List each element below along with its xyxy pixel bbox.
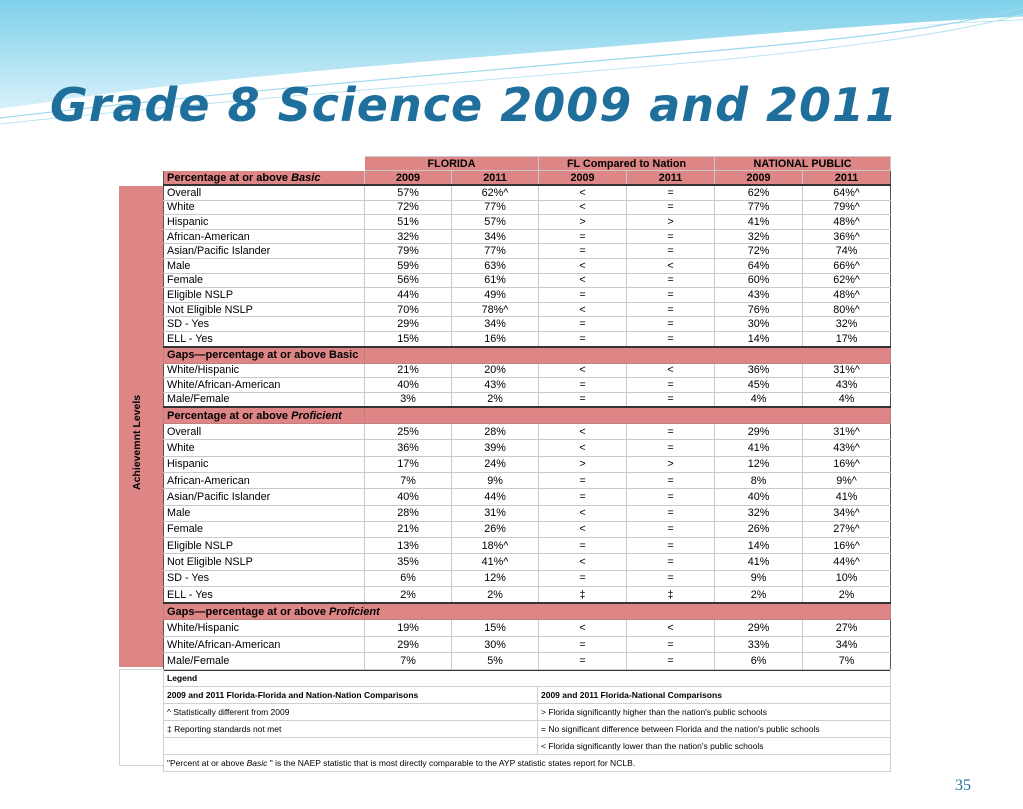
table-cell: 51%	[365, 215, 452, 230]
table-row	[164, 505, 891, 521]
table-row	[164, 538, 891, 554]
table-cell: 34%	[803, 636, 891, 653]
legend-lower: < Florida significantly lower than the nation's public schools	[538, 738, 891, 755]
table-cell: <	[539, 258, 627, 273]
table-cell: 7%	[365, 653, 452, 670]
table-cell: =	[539, 472, 627, 488]
table-cell: 9%	[452, 472, 539, 488]
table-cell: 74%	[803, 244, 891, 259]
table-cell: =	[627, 331, 715, 346]
table-row	[164, 440, 891, 456]
table-cell: 21%	[365, 363, 452, 378]
table-cell: ‡	[539, 587, 627, 604]
row-label: Male/Female	[164, 653, 365, 670]
table-row	[164, 200, 891, 215]
table-cell: 78%^	[452, 302, 539, 317]
table-cell: 2%	[452, 587, 539, 604]
row-label: Hispanic	[164, 456, 365, 472]
legend-left-heading: 2009 and 2011 Florida-Florida and Nation-Nation Comparisons	[164, 687, 538, 704]
table-cell: <	[627, 363, 715, 378]
table-row	[164, 587, 891, 604]
slide-title: Grade 8 Science 2009 and 2011	[50, 78, 899, 132]
table-cell: 43%	[715, 288, 803, 303]
table-cell: 64%^	[803, 185, 891, 200]
table-cell: 32%	[365, 229, 452, 244]
table-cell: 8%	[715, 472, 803, 488]
table-row	[164, 215, 891, 230]
table-cell: 64%	[715, 258, 803, 273]
table-cell: 4%	[715, 392, 803, 407]
table-cell: 40%	[715, 489, 803, 505]
table-cell: 43%^	[803, 440, 891, 456]
table-cell: <	[539, 185, 627, 200]
row-label: Hispanic	[164, 215, 365, 230]
table-cell: 25%	[365, 424, 452, 440]
row-label: Overall	[164, 424, 365, 440]
table-row	[164, 302, 891, 317]
table-cell: =	[627, 392, 715, 407]
table-cell: <	[539, 302, 627, 317]
table-cell: <	[539, 521, 627, 537]
table-cell: 2%	[715, 587, 803, 604]
row-label: Not Eligible NSLP	[164, 554, 365, 570]
table-row	[164, 331, 891, 346]
row-label: Female	[164, 521, 365, 537]
row-label: White/African-American	[164, 378, 365, 393]
header-year: 2009	[365, 171, 452, 186]
row-label: White	[164, 440, 365, 456]
table-cell: 28%	[452, 424, 539, 440]
table-cell: 76%	[715, 302, 803, 317]
table-cell: 57%	[452, 215, 539, 230]
table-cell: 9%^	[803, 472, 891, 488]
row-label: ELL - Yes	[164, 331, 365, 346]
table-row	[164, 317, 891, 332]
table-cell: 13%	[365, 538, 452, 554]
header-florida: FLORIDA	[365, 157, 539, 171]
table-cell: 31%^	[803, 424, 891, 440]
table-cell: =	[627, 521, 715, 537]
table-cell: =	[627, 440, 715, 456]
row-label: Eligible NSLP	[164, 538, 365, 554]
table-cell: =	[539, 636, 627, 653]
table-cell: 34%	[452, 317, 539, 332]
legend-higher: > Florida significantly higher than the nation's public schools	[538, 704, 891, 721]
row-label: African-American	[164, 229, 365, 244]
header-year: 2009	[539, 171, 627, 186]
row-label: Eligible NSLP	[164, 288, 365, 303]
table-cell: 59%	[365, 258, 452, 273]
table-cell: <	[627, 620, 715, 637]
table-cell: 7%	[803, 653, 891, 670]
table-cell: 2%	[803, 587, 891, 604]
table-cell: 41%	[715, 554, 803, 570]
table-cell: 35%	[365, 554, 452, 570]
table-row	[164, 392, 891, 407]
table-cell: 28%	[365, 505, 452, 521]
row-label: White/African-American	[164, 636, 365, 653]
table-row	[164, 620, 891, 637]
table-cell: 79%	[365, 244, 452, 259]
table-cell: =	[539, 331, 627, 346]
table-cell: 63%	[452, 258, 539, 273]
table-cell: 12%	[452, 570, 539, 586]
table-cell: =	[539, 378, 627, 393]
slide-number: 35	[955, 777, 971, 794]
legend-no-difference: = No significant difference between Florida and the nation's public schools	[538, 721, 891, 738]
table-cell: =	[539, 392, 627, 407]
table-cell: 57%	[365, 185, 452, 200]
table-cell: 43%	[452, 378, 539, 393]
table-cell: 79%^	[803, 200, 891, 215]
table-cell: 43%	[803, 378, 891, 393]
table-cell: 20%	[452, 363, 539, 378]
table-cell: 15%	[365, 331, 452, 346]
table-cell: 66%^	[803, 258, 891, 273]
table-cell: =	[539, 538, 627, 554]
header-row-years	[164, 171, 891, 186]
table-row	[164, 472, 891, 488]
table-cell: >	[539, 215, 627, 230]
table-row	[164, 521, 891, 537]
table-cell: =	[627, 244, 715, 259]
table-cell: 31%	[452, 505, 539, 521]
row-label: Male/Female	[164, 392, 365, 407]
header-year: 2009	[715, 171, 803, 186]
header-year: 2011	[452, 171, 539, 186]
table-cell: 6%	[715, 653, 803, 670]
table-cell: 72%	[365, 200, 452, 215]
table-cell: 40%	[365, 489, 452, 505]
table-cell: ‡	[627, 587, 715, 604]
table-cell: >	[539, 456, 627, 472]
table-row	[164, 363, 891, 378]
table-cell: =	[539, 229, 627, 244]
table-cell: <	[539, 554, 627, 570]
table-cell: 41%^	[452, 554, 539, 570]
table-cell: 27%^	[803, 521, 891, 537]
table-cell: 31%^	[803, 363, 891, 378]
table-cell: 48%^	[803, 288, 891, 303]
table-cell: 62%^	[452, 185, 539, 200]
row-label: SD - Yes	[164, 317, 365, 332]
table-cell: <	[539, 440, 627, 456]
table-cell: 5%	[452, 653, 539, 670]
table-cell: 44%	[365, 288, 452, 303]
table-row	[164, 273, 891, 288]
table-cell: 10%	[803, 570, 891, 586]
table-cell: =	[627, 200, 715, 215]
table-cell: 6%	[365, 570, 452, 586]
table-cell: =	[627, 489, 715, 505]
table-cell: 56%	[365, 273, 452, 288]
table-cell: 41%	[715, 215, 803, 230]
table-cell: 17%	[803, 331, 891, 346]
table-row	[164, 653, 891, 670]
table-cell: =	[539, 570, 627, 586]
table-cell: 77%	[452, 200, 539, 215]
table-cell: 72%	[715, 244, 803, 259]
legend-right-heading: 2009 and 2011 Florida-National Comparisons	[538, 687, 891, 704]
row-label: White	[164, 200, 365, 215]
table-cell: 9%	[715, 570, 803, 586]
table-cell: =	[539, 288, 627, 303]
table-cell: 36%^	[803, 229, 891, 244]
row-label: ELL - Yes	[164, 587, 365, 604]
header-year: 2011	[627, 171, 715, 186]
table-cell: 27%	[803, 620, 891, 637]
table-cell: =	[627, 229, 715, 244]
results-table	[163, 156, 891, 671]
table-cell: 26%	[452, 521, 539, 537]
row-label: Male	[164, 258, 365, 273]
header-row-groups	[164, 157, 891, 171]
legend-note-standards: ‡ Reporting standards not met	[164, 721, 538, 738]
table-row	[164, 288, 891, 303]
table-cell: 3%	[365, 392, 452, 407]
table-cell: 30%	[715, 317, 803, 332]
table-cell: 80%^	[803, 302, 891, 317]
table-cell: 32%	[803, 317, 891, 332]
table-cell: 26%	[715, 521, 803, 537]
table-cell: <	[539, 200, 627, 215]
table-cell: 30%	[452, 636, 539, 653]
table-cell: 40%	[365, 378, 452, 393]
table-row	[164, 424, 891, 440]
table-cell: 39%	[452, 440, 539, 456]
header-year: 2011	[803, 171, 891, 186]
table-cell: =	[627, 653, 715, 670]
table-cell: 44%^	[803, 554, 891, 570]
row-label: Asian/Pacific Islander	[164, 489, 365, 505]
row-label: Asian/Pacific Islander	[164, 244, 365, 259]
table-cell: 41%	[715, 440, 803, 456]
table-cell: =	[627, 570, 715, 586]
table-cell: 29%	[715, 424, 803, 440]
table-cell: <	[539, 505, 627, 521]
table-cell: 32%	[715, 505, 803, 521]
table-cell: 61%	[452, 273, 539, 288]
table-cell: 2%	[365, 587, 452, 604]
table-cell: =	[627, 288, 715, 303]
section-proficient: Percentage at or above Proficient	[164, 407, 891, 424]
table-cell: 44%	[452, 489, 539, 505]
table-row	[164, 636, 891, 653]
table-cell: =	[627, 378, 715, 393]
table-cell: 34%	[452, 229, 539, 244]
row-label: Male	[164, 505, 365, 521]
table-row	[164, 229, 891, 244]
table-cell: =	[539, 317, 627, 332]
table-cell: <	[539, 620, 627, 637]
table-row	[164, 456, 891, 472]
table-cell: 48%^	[803, 215, 891, 230]
table-cell: 33%	[715, 636, 803, 653]
legend-footer: "Percent at or above Basic " is the NAEP statistic that is most directly comparable to the AYP statistic states report for NCLB.	[164, 755, 891, 772]
table-cell: >	[627, 215, 715, 230]
table-row	[164, 570, 891, 586]
table-cell: 36%	[715, 363, 803, 378]
table-cell: 12%	[715, 456, 803, 472]
table-cell: >	[627, 456, 715, 472]
table-cell: =	[627, 185, 715, 200]
header-row-label: Percentage at or above Basic	[164, 171, 365, 186]
header-national-public: NATIONAL PUBLIC	[715, 157, 891, 171]
table-cell: =	[539, 244, 627, 259]
table-cell: =	[627, 636, 715, 653]
table-row	[164, 244, 891, 259]
section-gaps-proficient: Gaps—percentage at or above Proficient	[164, 603, 891, 620]
table-cell: 19%	[365, 620, 452, 637]
table-cell: =	[627, 472, 715, 488]
table-cell: 21%	[365, 521, 452, 537]
side-label: Achievemnt Levels	[131, 394, 143, 490]
table-cell: 16%	[452, 331, 539, 346]
table-cell: 60%	[715, 273, 803, 288]
table-cell: =	[627, 505, 715, 521]
table-cell: =	[627, 273, 715, 288]
table-cell: 16%^	[803, 456, 891, 472]
table-cell: 41%	[803, 489, 891, 505]
table-row	[164, 258, 891, 273]
table-cell: 18%^	[452, 538, 539, 554]
row-label: SD - Yes	[164, 570, 365, 586]
table-cell: 7%	[365, 472, 452, 488]
table-cell: 14%	[715, 331, 803, 346]
table-cell: 15%	[452, 620, 539, 637]
table-cell: 62%	[715, 185, 803, 200]
legend-title: Legend	[164, 670, 891, 687]
table-row	[164, 378, 891, 393]
row-label: White/Hispanic	[164, 620, 365, 637]
table-cell: 77%	[715, 200, 803, 215]
row-label: Overall	[164, 185, 365, 200]
table-cell: =	[627, 317, 715, 332]
table-cell: =	[627, 424, 715, 440]
table-cell: 45%	[715, 378, 803, 393]
table-cell: 17%	[365, 456, 452, 472]
table-cell: 2%	[452, 392, 539, 407]
table-cell: 29%	[365, 636, 452, 653]
row-label: Female	[164, 273, 365, 288]
table-row	[164, 489, 891, 505]
row-label: Not Eligible NSLP	[164, 302, 365, 317]
table-cell: =	[627, 302, 715, 317]
table-cell: 70%	[365, 302, 452, 317]
table-cell: =	[539, 489, 627, 505]
table-cell: 36%	[365, 440, 452, 456]
legend-note-statistical: ^ Statistically different from 2009	[164, 704, 538, 721]
table-cell: =	[627, 554, 715, 570]
table-cell: 62%^	[803, 273, 891, 288]
table-cell: 4%	[803, 392, 891, 407]
table-cell: <	[627, 258, 715, 273]
table-row	[164, 185, 891, 200]
table-row	[164, 554, 891, 570]
table-cell: <	[539, 424, 627, 440]
table-cell: 77%	[452, 244, 539, 259]
table-cell: 24%	[452, 456, 539, 472]
table-cell: 14%	[715, 538, 803, 554]
table-cell: 16%^	[803, 538, 891, 554]
legend-table	[163, 669, 891, 772]
table-cell: =	[539, 653, 627, 670]
table-cell: <	[539, 363, 627, 378]
table-cell: <	[539, 273, 627, 288]
table-cell: =	[627, 538, 715, 554]
section-gaps-basic: Gaps—percentage at or above Basic	[164, 347, 891, 364]
table-cell: 49%	[452, 288, 539, 303]
row-label: African-American	[164, 472, 365, 488]
table-cell: 29%	[715, 620, 803, 637]
table-cell: 32%	[715, 229, 803, 244]
table-cell: 29%	[365, 317, 452, 332]
table-cell: 34%^	[803, 505, 891, 521]
header-fl-vs-nation: FL Compared to Nation	[539, 157, 715, 171]
row-label: White/Hispanic	[164, 363, 365, 378]
